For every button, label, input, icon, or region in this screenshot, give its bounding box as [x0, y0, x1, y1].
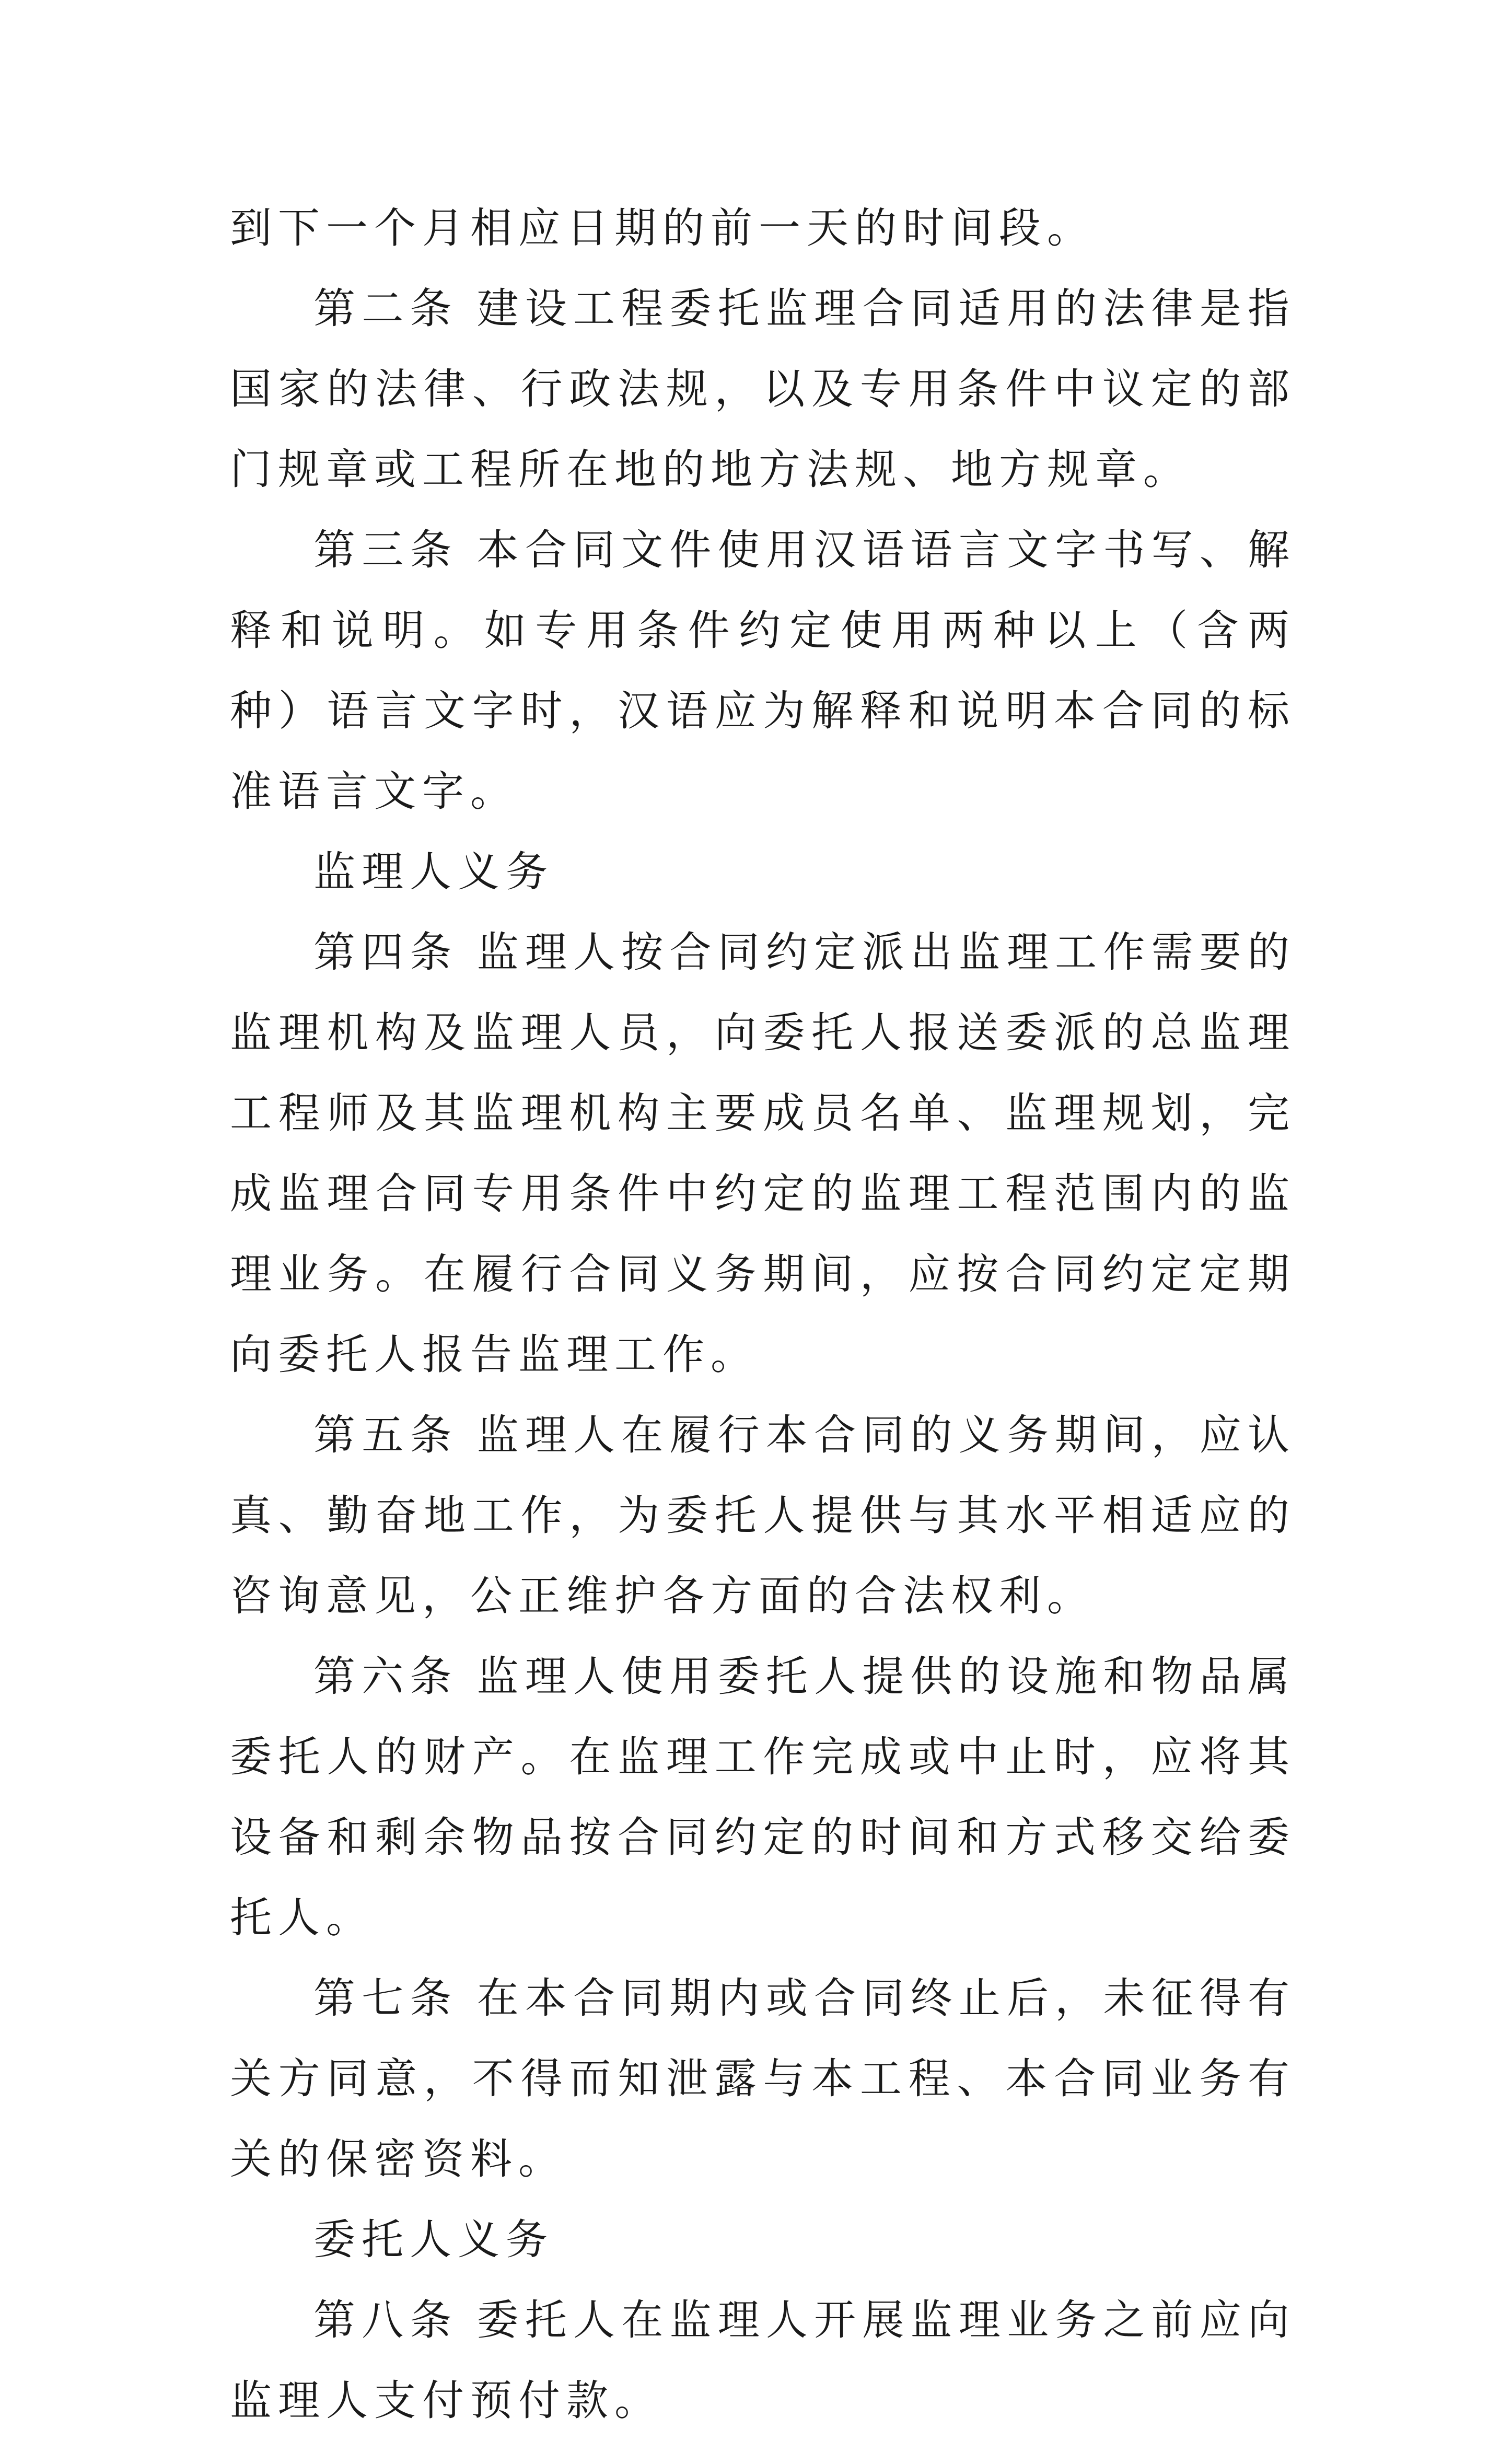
article-text: 监理人按合同约定派出监理工作需要的监理机构及监理人员，向委托人报送委派的总监理工程师及其监理机构主要成员名单、监理规划，完成监理合同专用条件中约定的监理工程范围内的监理业务。在履行合同义务期间，应按合同约定定期向委托人报告监理工作。 — [230, 928, 1296, 1379]
article-2 — [230, 269, 1296, 510]
section-heading-supervisor-obligations — [230, 832, 1296, 912]
article-text: 委托人在监理人开展监理业务之前应向监理人支付预付款。 — [230, 2296, 1296, 2425]
article-5 — [230, 1395, 1296, 1636]
article-8 — [230, 2280, 1296, 2441]
article-text: 监理人在履行本合同的义务期间，应认真、勤奋地工作，为委托人提供与其水平相适应的咨询意见，公正维护各方面的合法权利。 — [230, 1411, 1296, 1620]
article-3 — [230, 510, 1296, 832]
article-number: 第四条 — [313, 928, 458, 977]
heading-text: 监理人义务 — [313, 847, 554, 896]
article-number: 第八条 — [313, 2296, 458, 2344]
article-text: 在本合同期内或合同终止后，未征得有关方同意，不得而知泄露与本工程、本合同业务有关的保密资料。 — [230, 1974, 1296, 2183]
article-number: 第三条 — [313, 526, 458, 574]
paragraph-text: 到下一个月相应日期的前一天的时间段。 — [230, 204, 1095, 252]
contract-text — [230, 188, 1296, 2441]
article-number: 第二条 — [313, 284, 458, 333]
article-4 — [230, 912, 1296, 1395]
article-text: 本合同文件使用汉语语言文字书写、解释和说明。如专用条件约定使用两种以上（含两种）语言文字时，汉语应为解释和说明本合同的标准语言文字。 — [230, 526, 1296, 816]
paragraph-continuation — [230, 188, 1296, 269]
article-7 — [230, 1958, 1296, 2200]
article-text: 建设工程委托监理合同适用的法律是指国家的法律、行政法规，以及专用条件中议定的部门规章或工程所在地的地方法规、地方规章。 — [230, 284, 1296, 494]
article-6 — [230, 1636, 1296, 1958]
article-text: 监理人使用委托人提供的设施和物品属委托人的财产。在监理工作完成或中止时，应将其设备和剩余物品按合同约定的时间和方式移交给委托人。 — [230, 1652, 1296, 1942]
article-number: 第六条 — [313, 1652, 458, 1701]
article-number: 第七条 — [313, 1974, 458, 2022]
article-number: 第五条 — [313, 1411, 458, 1459]
heading-text: 委托人义务 — [313, 2215, 554, 2264]
section-heading-client-obligations — [230, 2200, 1296, 2280]
